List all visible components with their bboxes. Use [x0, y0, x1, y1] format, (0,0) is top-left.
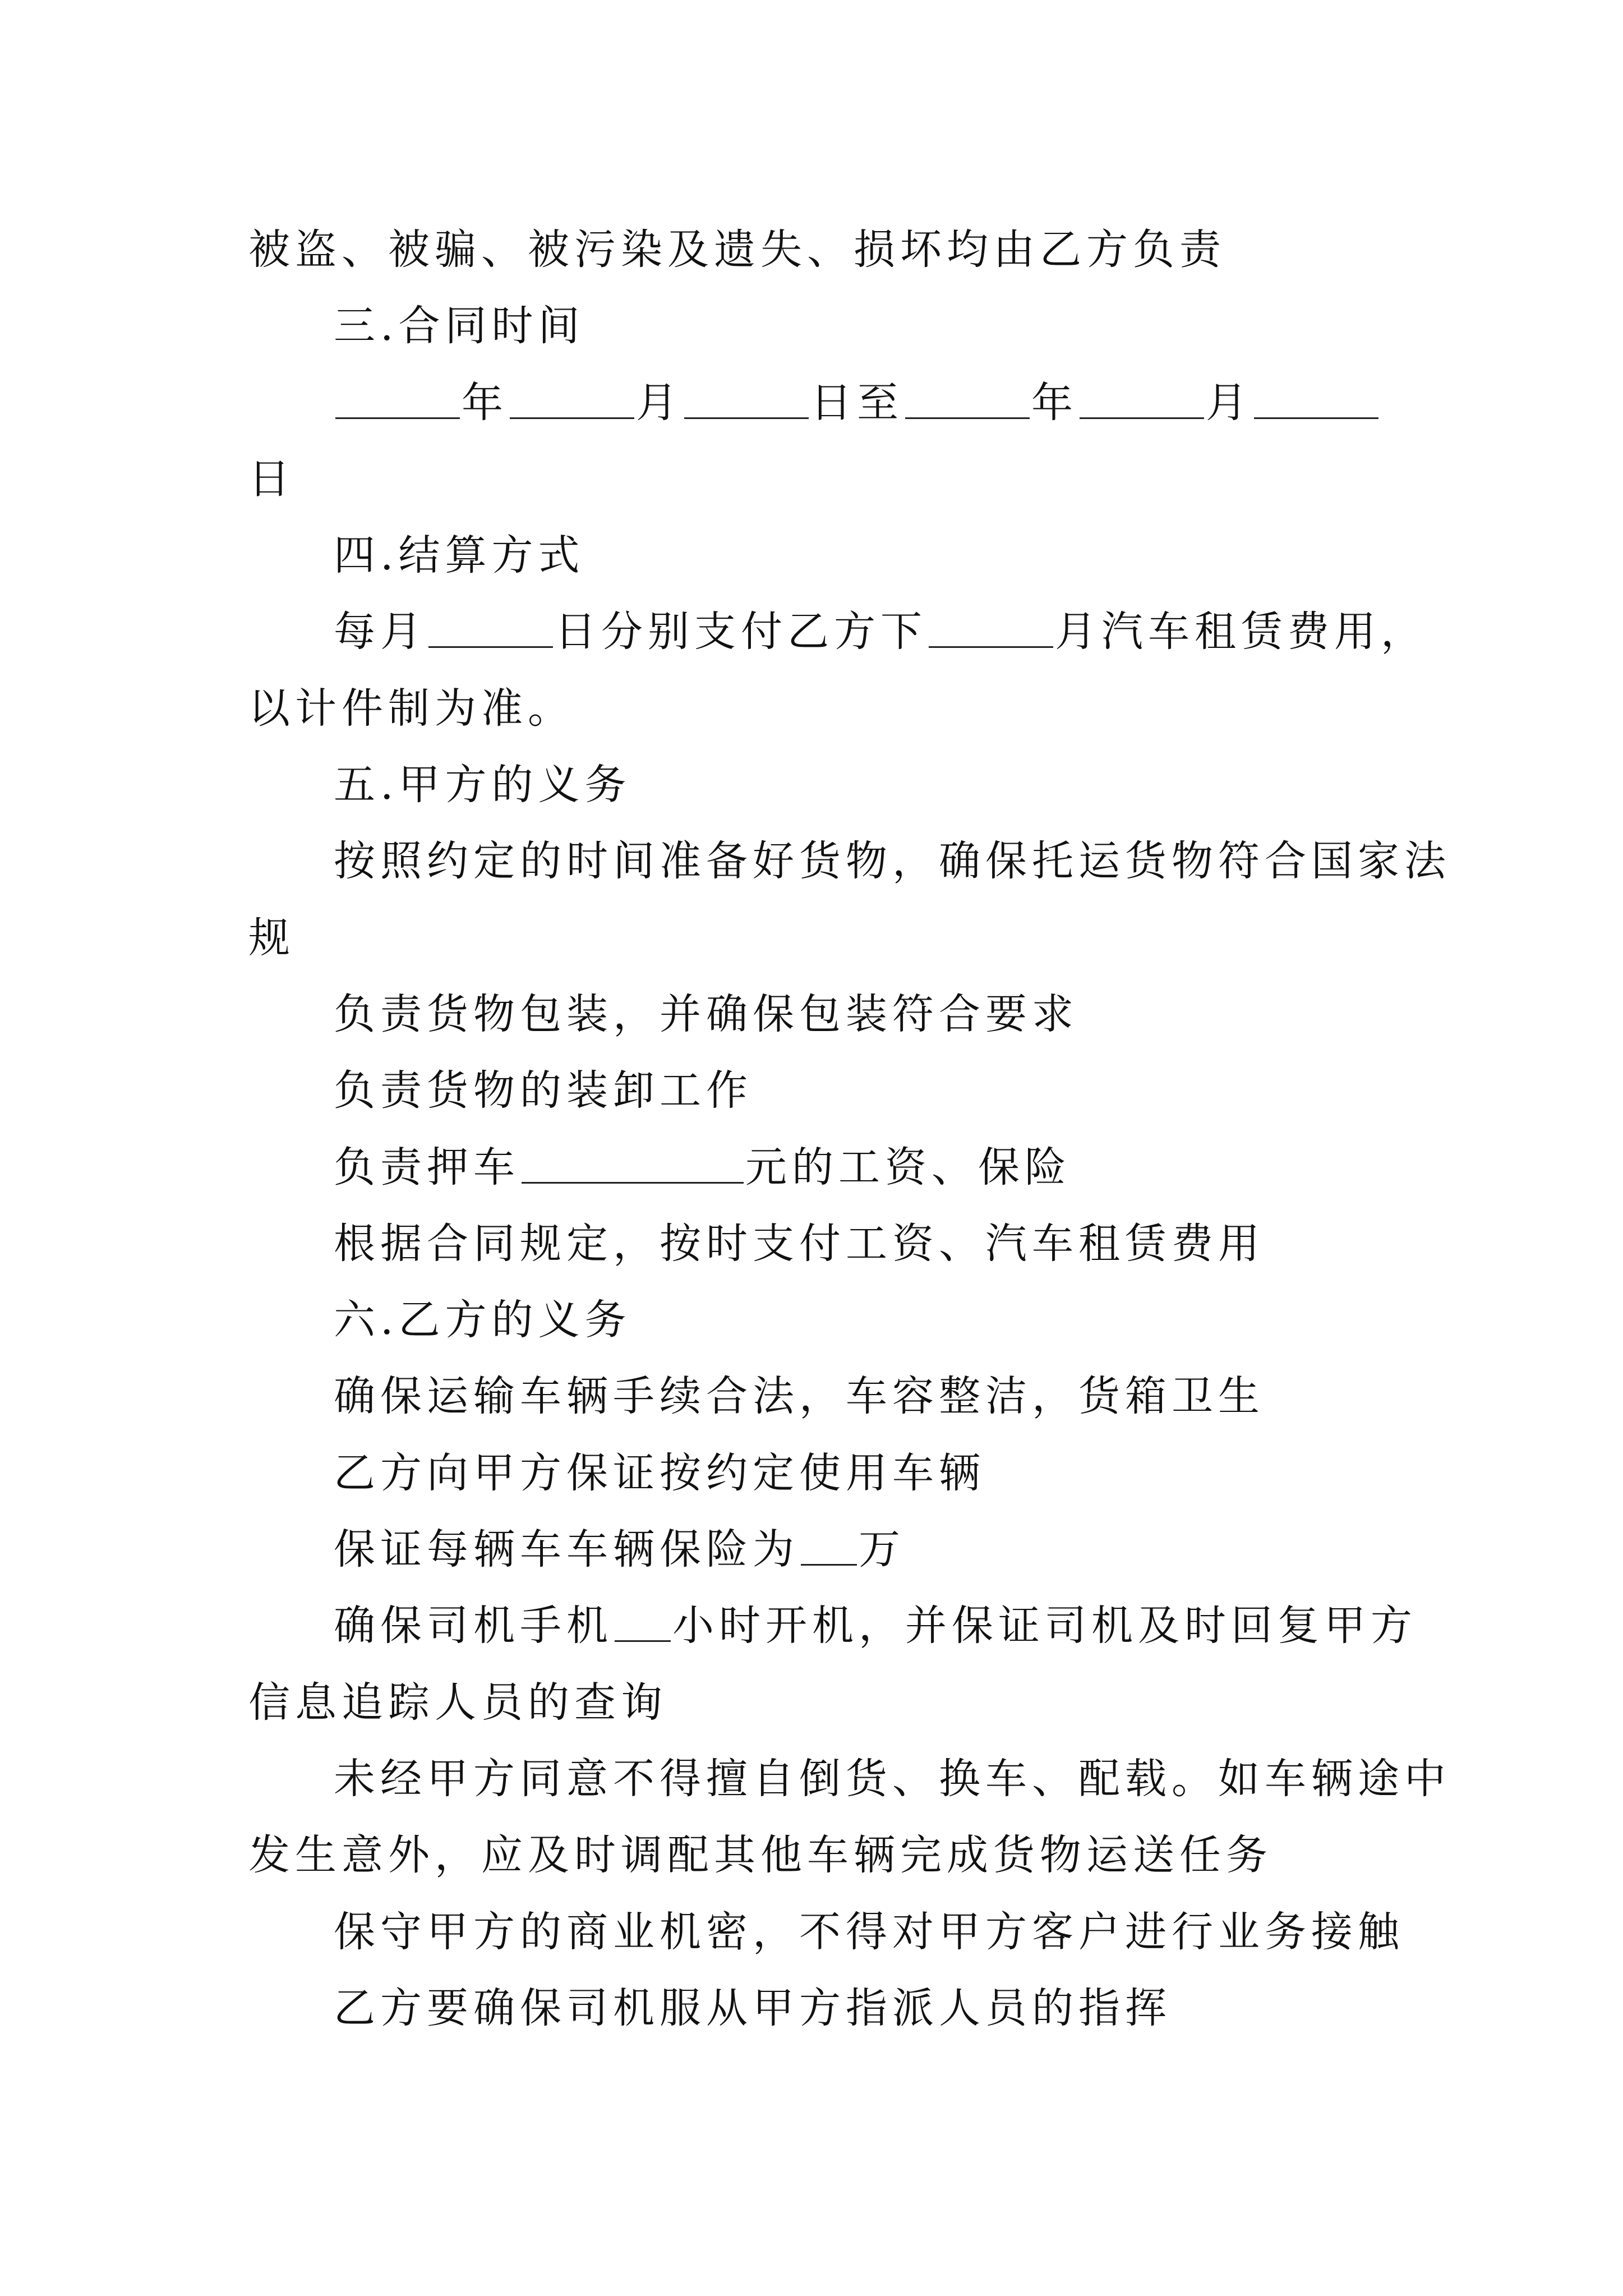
party-b-duty-4-cont: 信息追踪人员的查询 — [248, 1678, 667, 1727]
party-a-duty-1-cont: 规 — [248, 913, 295, 962]
payment-text-d: 以计件制为准。 — [248, 684, 574, 733]
end-year-label: 年 — [1031, 378, 1078, 427]
insurance-text-b: 万 — [859, 1525, 905, 1574]
party-a-duty-4 — [248, 1129, 1387, 1205]
contract-period-line — [248, 365, 1387, 441]
section-4-heading: 四.结算方式 — [334, 531, 585, 580]
start-year-label: 年 — [462, 378, 508, 427]
phone-text-b: 小时开机，并保证司机及时回复甲方 — [672, 1602, 1417, 1650]
end-year-blank — [905, 376, 1030, 419]
document-body — [248, 211, 1451, 2046]
day-to-label: 日至 — [810, 378, 903, 427]
start-month-blank — [510, 376, 634, 419]
payment-text-b: 日分别支付乙方下 — [555, 608, 927, 656]
section-3-heading: 三.合同时间 — [334, 302, 585, 351]
party-a-duty-1: 按照约定的时间准备好货物，确保托运货物符合国家法 — [334, 837, 1451, 886]
payment-line — [248, 593, 1427, 670]
payment-day-blank — [428, 605, 553, 648]
party-b-duty-7: 乙方要确保司机服从甲方指派人员的指挥 — [334, 1984, 1172, 2032]
insurance-text-a: 保证每辆车车辆保险为 — [334, 1525, 799, 1574]
end-month-blank — [1080, 376, 1204, 419]
start-year-blank — [335, 376, 460, 419]
party-b-duty-5-cont: 发生意外，应及时调配其他车辆完成货物运送任务 — [248, 1831, 1272, 1880]
party-b-duty-1: 确保运输车辆手续合法，车容整洁，货箱卫生 — [334, 1372, 1265, 1421]
party-a-duty-5: 根据合同规定，按时支付工资、汽车租赁费用 — [334, 1219, 1265, 1268]
end-day-label: 日 — [248, 454, 295, 503]
section-5-heading: 五.甲方的义务 — [334, 761, 631, 809]
party-b-duty-6: 保守甲方的商业机密，不得对甲方客户进行业务接触 — [334, 1907, 1404, 1956]
insurance-amount-blank — [801, 1522, 857, 1566]
escort-text-b: 元的工资、保险 — [745, 1143, 1071, 1191]
end-month-label: 月 — [1206, 378, 1252, 427]
start-day-blank — [684, 376, 809, 419]
party-b-duty-4 — [248, 1588, 1417, 1664]
start-month-label: 月 — [636, 378, 683, 427]
party-b-duty-5: 未经甲方同意不得擅自倒货、换车、配载。如车辆途中 — [334, 1754, 1451, 1803]
phone-text-a: 确保司机手机 — [334, 1602, 613, 1650]
party-a-duty-2: 负责货物包装，并确保包装符合要求 — [334, 990, 1078, 1038]
party-b-duty-3 — [248, 1511, 1387, 1588]
escort-amount-blank — [522, 1140, 744, 1184]
party-a-duty-3: 负责货物的装卸工作 — [334, 1066, 753, 1115]
payment-text-c: 月汽车租赁费用， — [1055, 608, 1427, 656]
escort-text-a: 负责押车 — [334, 1143, 520, 1191]
payment-text-a: 每月 — [334, 608, 427, 656]
party-b-duty-2: 乙方向甲方保证按约定使用车辆 — [334, 1448, 985, 1497]
payment-month-blank — [929, 605, 1053, 648]
section-6-heading: 六.乙方的义务 — [334, 1296, 631, 1345]
continuation-text: 被盗、被骗、被污染及遗失、损坏均由乙方负责 — [248, 226, 1226, 274]
phone-hours-blank — [615, 1599, 671, 1642]
end-day-blank — [1254, 376, 1378, 419]
